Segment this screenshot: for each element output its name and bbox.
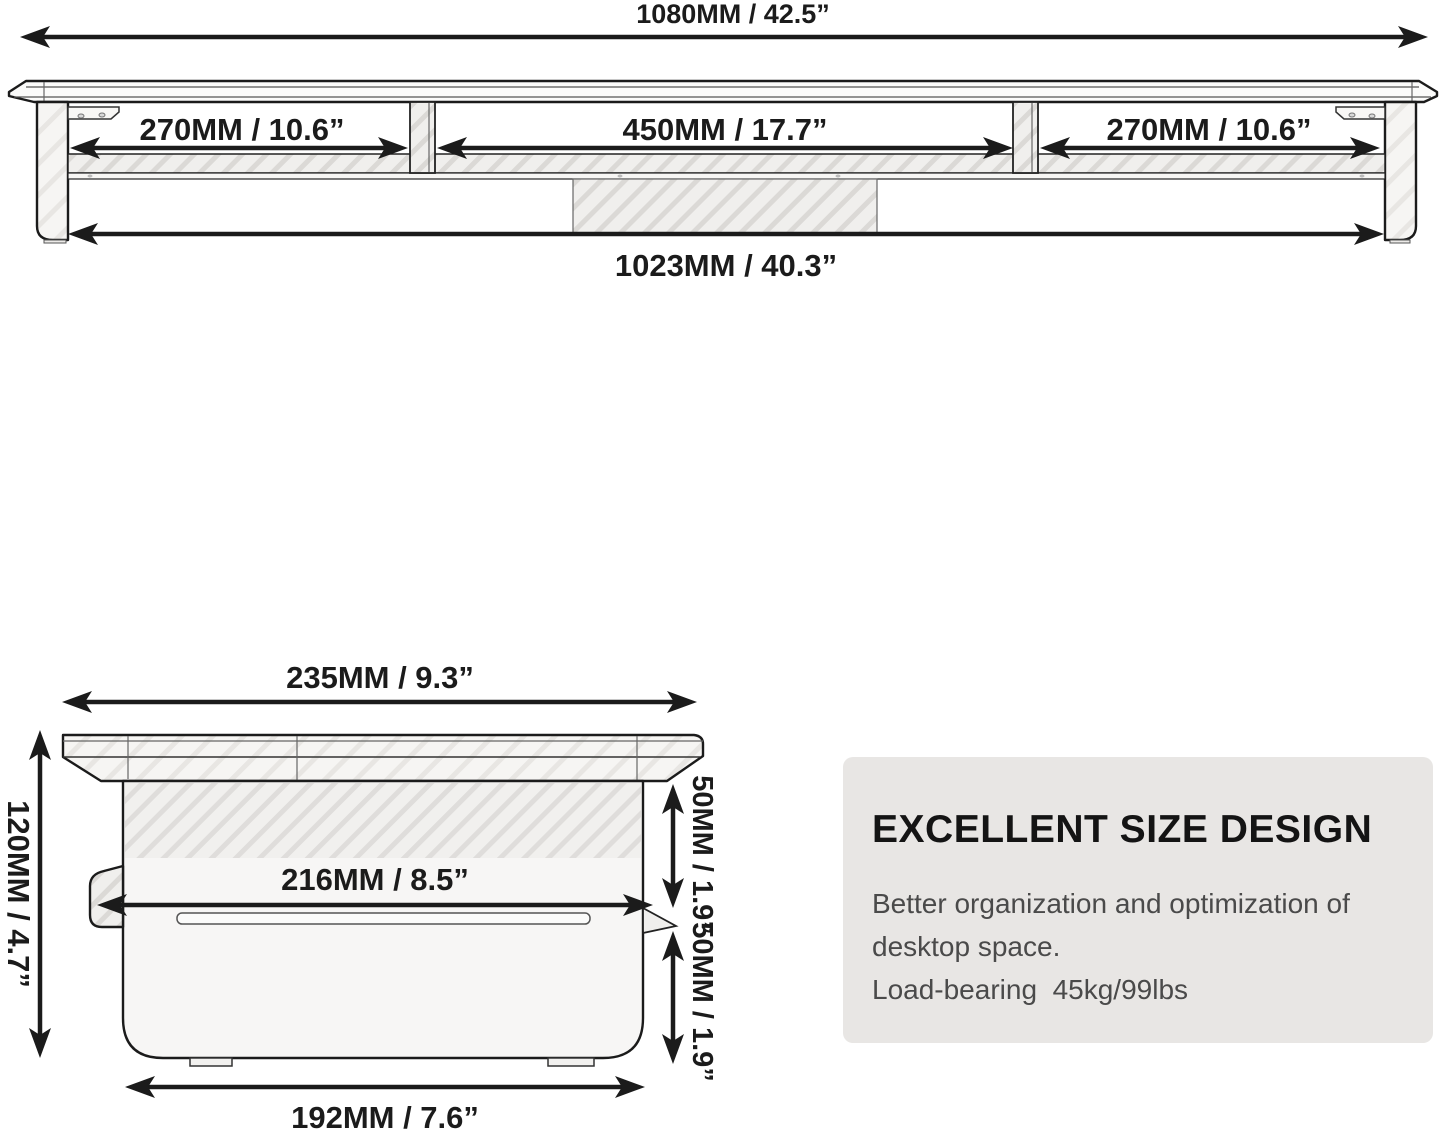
side-slot: [177, 913, 590, 924]
dim-arrow-total-width: [20, 26, 1428, 48]
info-box-body: [872, 882, 1433, 1011]
top-board: [9, 81, 1437, 102]
dim-label-slot-span: 216MM / 8.5”: [281, 862, 469, 897]
dim-arrow-base-depth: [125, 1076, 645, 1098]
shelf-screw: [618, 175, 623, 178]
dim-label-base-depth: 192MM / 7.6”: [291, 1100, 479, 1134]
dim-label-left-section: 270MM / 10.6”: [139, 112, 345, 147]
dim-label-middle-section: 450MM / 17.7”: [622, 112, 828, 147]
middle-shelf: [68, 154, 1385, 173]
back-panel: [573, 179, 877, 234]
side-body-hatch: [125, 783, 641, 858]
dim-label-top-depth: 235MM / 9.3”: [286, 660, 474, 695]
dim-label-total-width: 1080MM / 42.5”: [636, 0, 830, 29]
dim-label-height: 120MM / 4.7”: [1, 800, 36, 988]
bracket-screw: [1369, 114, 1375, 118]
dim-label-right-section: 270MM / 10.6”: [1106, 112, 1312, 147]
shelf-screw: [836, 175, 841, 178]
leg-bracket-left: [68, 107, 119, 119]
side-foot-right: [548, 1058, 594, 1066]
bracket-screw: [99, 113, 105, 117]
divider-right: [1013, 102, 1038, 173]
dim-label-lower-tier: 50MM / 1.9”: [686, 922, 718, 1082]
dim-label-upper-tier: 50MM / 1.9”: [686, 775, 718, 935]
right-leg-foot-pad: [1390, 240, 1410, 243]
top-view-front-elevation: [9, 0, 1437, 283]
side-foot-left: [190, 1058, 232, 1066]
shelf-screw: [1360, 175, 1365, 178]
side-hook-right: [643, 908, 676, 933]
info-box: [843, 757, 1433, 1043]
right-leg: [1385, 102, 1416, 240]
info-box-line: Load-bearing 45kg/99lbs: [872, 974, 1189, 1005]
info-box-title: EXCELLENT SIZE DESIGN: [872, 808, 1373, 851]
shelf-screw: [88, 175, 93, 178]
side-hook-left: [90, 866, 123, 927]
side-view-profile: [1, 660, 718, 1134]
info-box-line: Better organization and optimization of: [872, 888, 1350, 919]
dim-label-inner-span: 1023MM / 40.3”: [614, 248, 838, 283]
bracket-screw: [1349, 113, 1355, 117]
left-leg: [37, 102, 68, 240]
leg-bracket-right: [1336, 107, 1385, 119]
left-leg-foot-pad: [44, 240, 66, 243]
info-box-line: desktop space.: [872, 931, 1061, 962]
dim-arrow-upper-tier: [662, 784, 684, 908]
bracket-screw: [78, 114, 84, 118]
divider-left: [410, 102, 435, 173]
side-top-platform: [63, 735, 703, 781]
dim-arrow-lower-tier: [662, 931, 684, 1064]
middle-shelf-front-edge: [68, 173, 1385, 179]
